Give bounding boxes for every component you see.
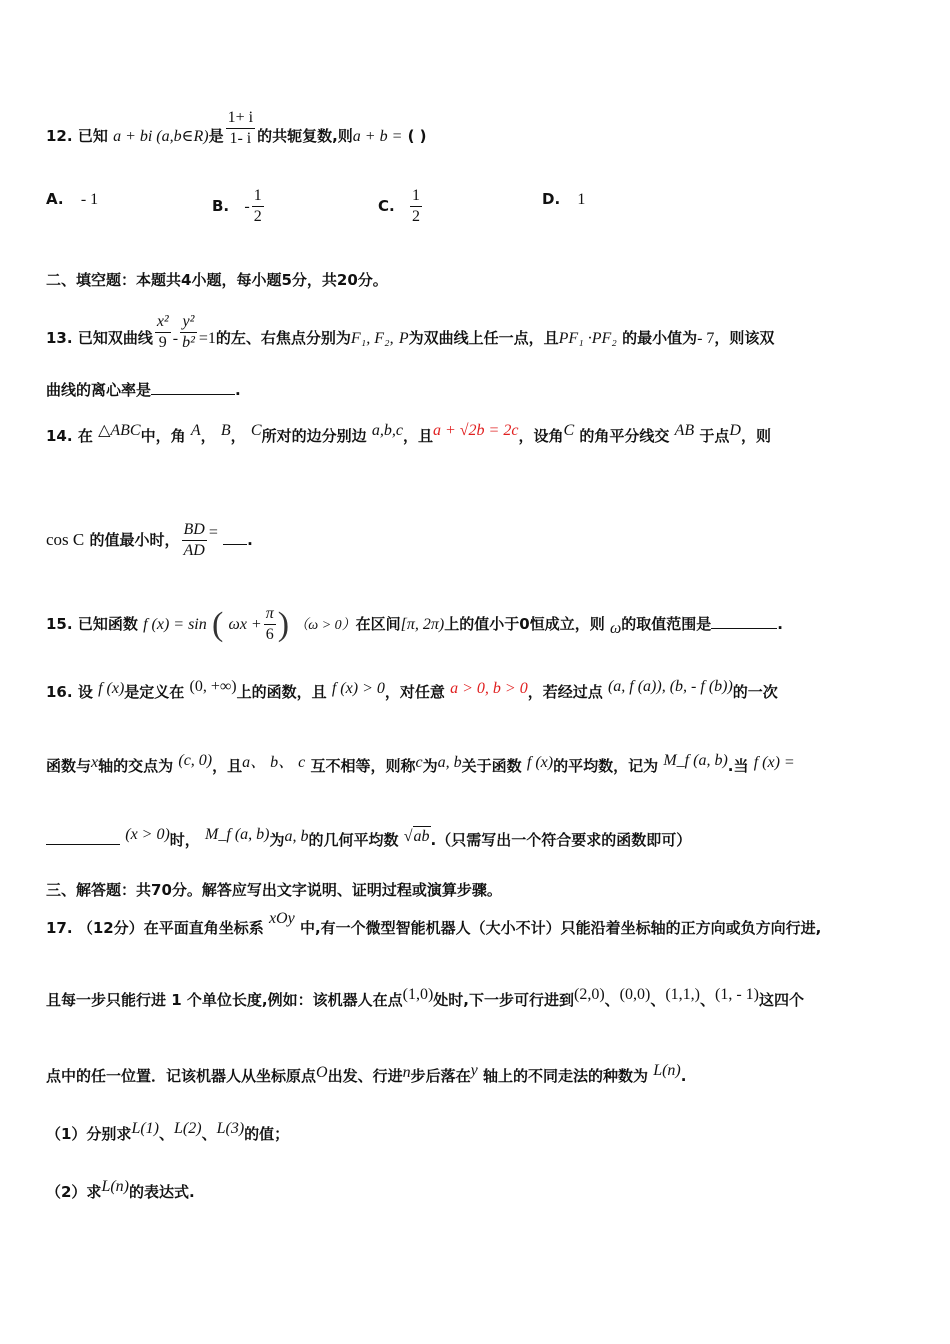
option-b-num: 1 [252, 186, 264, 207]
q17-point-10: (1,0) [402, 986, 434, 1003]
q16-l3-a: 时， [169, 831, 200, 849]
q15-condition: （ω > 0） [294, 618, 356, 633]
q14-angle-c: C [250, 422, 262, 439]
q16-text-a: 设 [77, 683, 93, 701]
q16-l2-e: 为 [422, 757, 438, 775]
q17-l2-a: 且每一步只能行进 [46, 991, 167, 1009]
q15-pi-den: 6 [265, 626, 274, 643]
q17-line-1 [46, 910, 910, 939]
option-c-num: 1 [410, 186, 422, 207]
q12-option-d [542, 190, 585, 209]
q17-sub-2 [46, 1178, 910, 1203]
q16-line-3 [46, 826, 910, 851]
q13-frac-x-den: 9 [158, 334, 167, 351]
q16-ab2: a, b [284, 828, 309, 845]
q12-frac-num: 1+ i [226, 108, 255, 129]
q16-l2-a: 函数与 [46, 757, 92, 775]
q16-fx3: f (x) = [753, 754, 795, 771]
option-b-label: B. [212, 197, 230, 215]
option-c-fraction [410, 186, 422, 227]
q17-l2-b: 个单位长度,例如：该机器人在点 [186, 991, 403, 1009]
q14-angle-a: A [190, 422, 201, 439]
section-2-heading: 二、填空题：本题共4小题，每小题5分，共20分。 [46, 271, 388, 289]
q17-text-b: 中,有一个微型智能机器人（大小不计）只能沿着坐标轴的正方向或负方向行进, [299, 919, 822, 937]
q16-text-f: 的一次 [732, 683, 778, 701]
q16-l3-d: .（只需写出一个符合要求的函数即可） [430, 831, 692, 849]
q14-end: . [247, 531, 253, 549]
q13-frac-y-den: b² [182, 334, 195, 351]
q13-dot-product: PF₁ ·PF₂ [558, 330, 617, 347]
q16-abc: a、 b、 c [242, 754, 306, 771]
q15-zero: 0 [519, 615, 530, 633]
q12-text-b: 是 [208, 127, 224, 145]
q13-text-e: ，则该双 [714, 329, 775, 347]
option-c-label: C. [378, 197, 395, 215]
q13-text-b: 的左、右焦点分别为 [215, 329, 351, 347]
q16-ab: a, b [437, 754, 462, 771]
q16-condition: a > 0, b > 0 [450, 680, 528, 697]
q16-l2-c: ，且 [212, 757, 243, 775]
q14-text-f: 的角平分线交 [579, 427, 670, 445]
q17-number: 17. [46, 919, 73, 937]
q14-text-a: 在 [77, 427, 93, 445]
q17-origin: O [316, 1064, 328, 1081]
q14-comma-2: ， [230, 427, 246, 445]
q14-text-d: ，且 [402, 427, 433, 445]
q13-frac-x-num: x² [155, 312, 171, 333]
q13-eq: =1 [198, 330, 216, 347]
q16-points: (a, f (a)), (b, - f (b)) [607, 678, 733, 695]
option-b-fraction [252, 186, 264, 227]
q17-line-2 [46, 986, 910, 1011]
q15-interval: [π, 2π) [400, 616, 445, 633]
q16-line-2 [46, 752, 910, 777]
option-a-value: - 1 [80, 191, 99, 208]
q16-text-e: ，若经过点 [527, 683, 603, 701]
q16-answer-blank[interactable] [46, 830, 120, 845]
q15-line [46, 604, 910, 645]
q16-line-1 [46, 678, 910, 703]
q13-line-2 [46, 380, 910, 400]
q17-l1: L(1) [131, 1120, 160, 1137]
q16-text-b: 是定义在 [124, 683, 185, 701]
q14-frac-den: AD [183, 542, 205, 559]
q14-line-2 [46, 520, 910, 561]
q17-sep-2: 、 [650, 991, 666, 1009]
q15-left-paren-icon: ( [211, 605, 224, 643]
q16-l2-g: 的平均数，记为 [553, 757, 659, 775]
q16-fx2: f (x) [526, 754, 554, 771]
q14-comma-1: ， [200, 427, 216, 445]
q16-l2-f: 关于函数 [461, 757, 522, 775]
q17-l3: L(3) [216, 1120, 245, 1137]
q17-sub2-end: 的表达式. [129, 1183, 195, 1201]
q13-number: 13. [46, 329, 73, 347]
q17-point-1m1: (1, - 1) [715, 986, 759, 1003]
option-c-den: 2 [411, 208, 420, 225]
q12-math-b: a + b = [352, 128, 403, 145]
q15-text-e: 的取值范围是 [621, 615, 712, 633]
q15-number: 15. [46, 615, 73, 633]
q13-line-1 [46, 313, 910, 359]
q14-sides: a,b,c [371, 422, 403, 439]
q17-l2: L(2) [174, 1120, 202, 1137]
q17-point-00: (0,0) [619, 986, 651, 1003]
q12-option-c [378, 186, 424, 227]
q16-l3-c: 的几何平均数 [308, 831, 399, 849]
q12-text-a: 已知 [77, 127, 108, 145]
q15-pi-num: π [264, 604, 276, 625]
q13-text-a: 已知双曲线 [77, 329, 153, 347]
q17-n: n [402, 1064, 411, 1081]
q14-number: 14. [46, 427, 73, 445]
q15-inner: ωx + [228, 616, 262, 633]
q16-mf2: M_f (a, b) [205, 826, 270, 843]
q17-point-11: (1,1,) [665, 986, 700, 1003]
q17-sub-1 [46, 1120, 910, 1145]
q12-option-b [212, 186, 266, 227]
q14-triangle: △ABC [98, 422, 141, 439]
q13-end: . [235, 381, 241, 399]
q16-l2-b: 轴的交点为 [98, 757, 174, 775]
q16-fx: f (x) [98, 680, 125, 697]
q14-text-c: 所对的边分别边 [261, 427, 367, 445]
q14-angle-c2: C [563, 422, 575, 439]
q16-x: x [91, 754, 99, 771]
q17-l3-c: 步后落在 [410, 1067, 471, 1085]
q16-x-positive: (x > 0) [125, 826, 170, 843]
q12-frac-den: 1- i [229, 130, 252, 147]
q13-frac-x [155, 312, 171, 353]
q13-min-value: - 7 [697, 330, 715, 347]
q17-sub1-sep-2: 、 [201, 1125, 217, 1143]
q16-domain: (0, +∞) [189, 678, 237, 695]
option-a-label: A. [46, 190, 64, 208]
q14-condition: a + √2b = 2c [432, 422, 519, 439]
q12-paren: ( ) [407, 127, 427, 145]
q13-line2-text: 曲线的离心率是 [46, 381, 152, 399]
q13-frac-y [180, 312, 197, 353]
q17-point-20: (2,0) [573, 986, 605, 1003]
q15-text-b: 在区间 [355, 615, 401, 633]
q16-text-c: 上的函数，且 [236, 683, 327, 701]
q13-text-c: 为双曲线上任一点，且 [408, 329, 559, 347]
option-b-den: 2 [253, 208, 262, 225]
q17-l3-e: . [680, 1067, 687, 1085]
q17-one: 1 [171, 991, 182, 1009]
q14-text-i: 的值最小时， [89, 531, 180, 549]
q15-end: . [777, 615, 783, 633]
q17-l3-d: 轴上的不同走法的种数为 [482, 1067, 648, 1085]
q14-ab: AB [674, 422, 695, 439]
section-3-heading: 三、解答题：共70分。解答应写出文字说明、证明过程或演算步骤。 [46, 881, 502, 899]
q17-l3-b: 出发、行进 [327, 1067, 403, 1085]
q17-score: （12分） [77, 919, 144, 937]
q12-math-a: a + bi (a,b∈R) [113, 128, 209, 145]
q14-eq: = [208, 524, 218, 541]
q14-angle-b: B [220, 422, 231, 439]
q16-mf: M_f (a, b) [663, 752, 728, 769]
q12-line [46, 109, 910, 157]
q16-positive: f (x) > 0 [331, 680, 385, 697]
q16-number: 16. [46, 683, 73, 701]
q17-sep-1: 、 [604, 991, 620, 1009]
q15-function: f (x) = sin [143, 616, 207, 633]
q13-minus: - [172, 330, 179, 347]
q14-cos-c: cos C [46, 530, 85, 549]
q16-c: c [415, 754, 423, 771]
q15-text-a: 已知函数 [77, 615, 138, 633]
q12-number: 12. [46, 127, 73, 145]
option-d-label: D. [542, 190, 561, 208]
q16-l3-b: 为 [269, 831, 285, 849]
q17-xoy: xOy [268, 910, 295, 927]
q13-frac-y-num: y² [180, 312, 197, 333]
q17-l3-a: 点中的任一位置．记该机器人从坐标原点 [46, 1067, 317, 1085]
q15-answer-blank[interactable] [711, 614, 777, 629]
q15-text-d: 恒成立，则 [529, 615, 605, 633]
q17-sub1-label: （1）分别求 [46, 1125, 132, 1143]
q15-omega: ω [609, 620, 622, 637]
q14-frac-num: BD [182, 520, 207, 541]
q17-sub1-end: 的值； [244, 1125, 290, 1143]
q14-text-h: ，则 [740, 427, 771, 445]
option-d-value: 1 [577, 191, 586, 208]
q17-sub1-sep-1: 、 [159, 1125, 175, 1143]
q12-option-a [46, 190, 98, 209]
q13-p: P [398, 330, 409, 347]
q17-l2-c: 处时,下一步可行进到 [433, 991, 574, 1009]
q12-text-c: 的共轭复数,则 [257, 127, 353, 145]
q17-y: y [470, 1062, 478, 1079]
q15-right-paren-icon: ) [277, 605, 290, 643]
q17-l2-d: 这四个 [758, 991, 804, 1009]
option-b-sign: - [244, 198, 250, 215]
q12-fraction [226, 108, 255, 149]
q15-text-c: 上的值小于 [444, 615, 520, 633]
q16-l2-h: .当 [727, 757, 749, 775]
q16-l2-d: 互不相等，则称 [310, 757, 416, 775]
q16-sqrt-content: ab [413, 828, 430, 845]
q14-answer-blank[interactable] [223, 530, 247, 545]
q17-sub2-label: （2）求 [46, 1183, 102, 1201]
q13-answer-blank[interactable] [151, 380, 235, 395]
q13-foci: F₁, F₂, [350, 330, 394, 347]
q15-pi-fraction [264, 604, 276, 645]
q16-text-d: ，对任意 [384, 683, 445, 701]
q16-sqrt-icon: √ [403, 828, 413, 845]
q13-text-d: 的最小值为 [622, 329, 698, 347]
q17-ln2: L(n) [101, 1178, 129, 1195]
q14-point-d: D [729, 422, 741, 439]
q17-sep-3: 、 [699, 991, 715, 1009]
q14-fraction [182, 520, 207, 561]
q14-text-b: 中，角 [140, 427, 186, 445]
q14-text-e: ，设角 [518, 427, 564, 445]
q16-c0: (c, 0) [178, 752, 213, 769]
q17-ln: L(n) [653, 1062, 681, 1079]
q14-text-g: 于点 [699, 427, 730, 445]
q17-line-3 [46, 1062, 910, 1087]
q17-text-a: 在平面直角坐标系 [143, 919, 264, 937]
q14-line-1 [46, 422, 910, 447]
